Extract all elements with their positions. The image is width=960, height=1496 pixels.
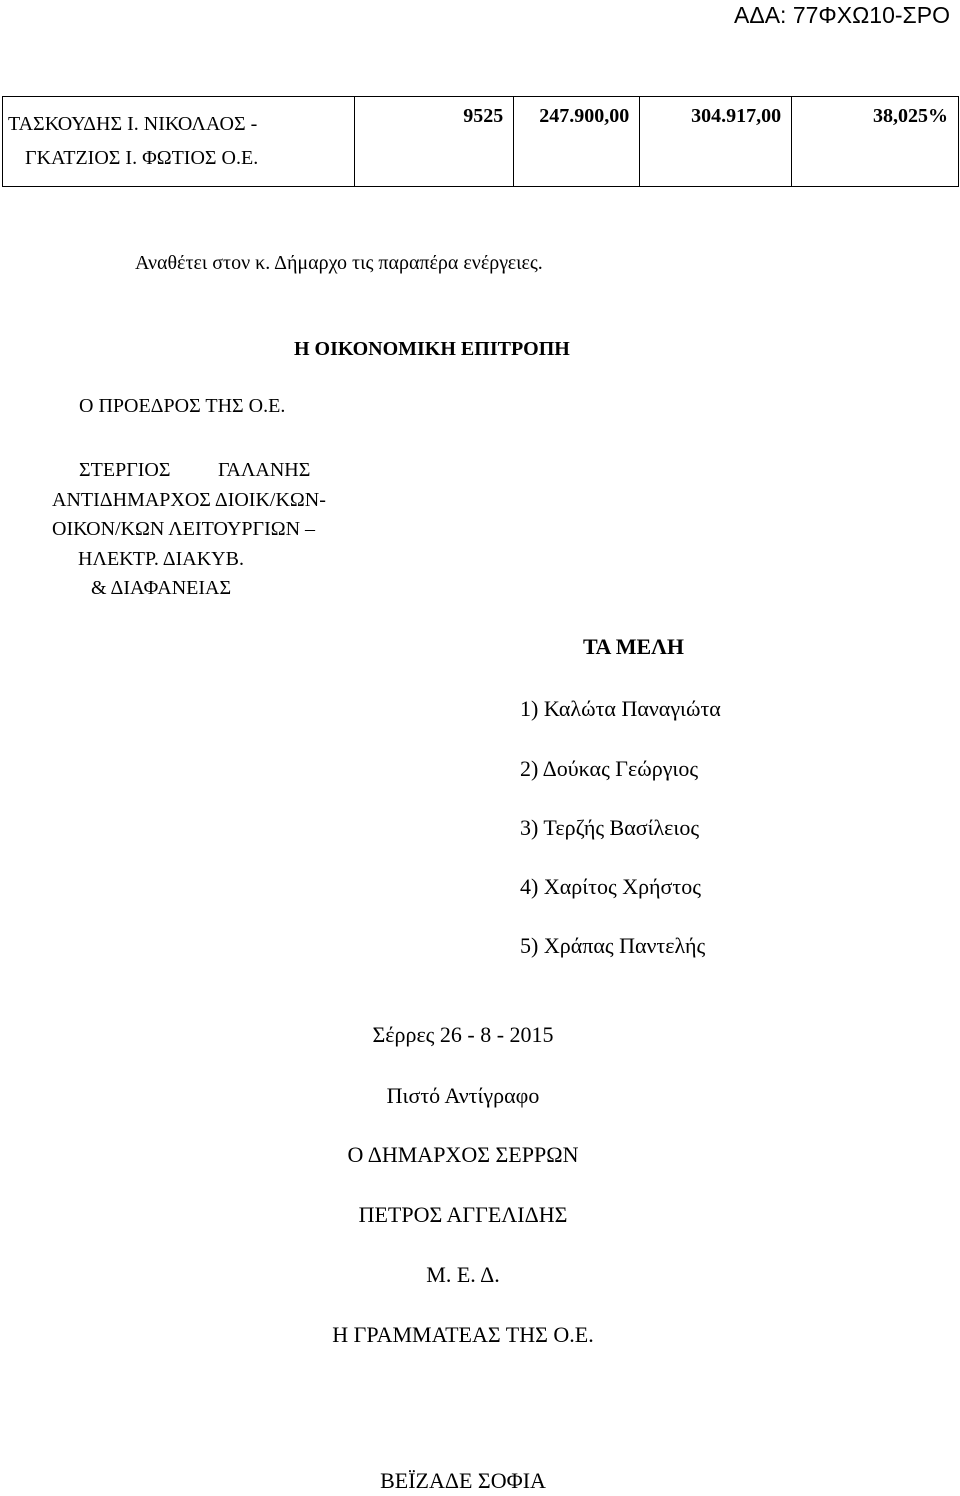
bidder-name-line2: ΓΚΑΤΖΙΟΣ Ι. ΦΩΤΙΟΣ Ο.Ε. [25,147,259,169]
bidder-name-line1: ΤΑΣΚΟΥΔΗΣ Ι. ΝΙΚΟΛΑΟΣ - [8,113,258,135]
signature-abbrev: Μ. Ε. Δ. [426,1262,500,1287]
committee-title: Η ΟΙΚΟΝΟΜΙΚΗ ΕΠΙΤΡΟΠΗ [294,338,570,360]
president-label: Ο ΠΡΟΕΔΡΟΣ ΤΗΣ Ο.Ε. [79,395,286,417]
members-title: ΤΑ ΜΕΛΗ [583,634,685,659]
list-item: 2) Δούκας Γεώργιος [520,756,699,781]
assignment-text: Αναθέτει στον κ. Δήμαρχο τις παραπέρα ενέργειες. [135,252,543,274]
secretary-title: Η ΓΡΑΜΜΑΤΕΑΣ ΤΗΣ Ο.Ε. [332,1322,594,1347]
president-role-line3: ΗΛΕΚΤΡ. ΔΙΑΚΥΒ. [78,548,244,570]
table-row [3,97,959,187]
list-item: 3) Τερζής Βασίλειος [520,815,700,840]
secretary-name: ΒΕΪΖΑΔΕ ΣΟΦΙΑ [380,1468,546,1493]
certified-copy: Πιστό Αντίγραφο [386,1083,540,1108]
president-role-line1: ΑΝΤΙΔΗΜΑΡΧΟΣ ΔΙΟΙΚ/ΚΩΝ- [52,489,326,511]
bid-percentage-cell: 38,025% [792,97,959,187]
ada-code: ΑΔΑ: 77ΦΧΩ10-ΣΡΟ [734,2,950,28]
bid-amount-2-cell: 304.917,00 [640,97,792,187]
mayor-name: ΠΕΤΡΟΣ ΑΓΓΕΛΙΔΗΣ [358,1202,568,1227]
list-item: 5) Χράπας Παντελής [520,933,706,958]
mayor-title: Ο ΔΗΜΑΡΧΟΣ ΣΕΡΡΩΝ [347,1142,579,1167]
list-item: 1) Καλώτα Παναγιώτα [520,696,721,721]
president-first-name: ΣΤΕΡΓΙΟΣ [79,459,171,481]
bid-code-cell: 9525 [354,97,514,187]
bidder-name-cell [3,97,355,187]
bid-amount-1-cell: 247.900,00 [514,97,640,187]
list-item: 4) Χαρίτος Χρήστος [520,874,701,899]
president-last-name: ΓΑΛΑΝΗΣ [218,459,311,481]
bid-table [2,96,959,187]
place-date: Σέρρες 26 - 8 - 2015 [372,1022,554,1047]
president-role-line2: ΟΙΚΟΝ/ΚΩΝ ΛΕΙΤΟΥΡΓΙΩΝ – [52,518,316,540]
president-role-line4: & ΔΙΑΦΑΝΕΙΑΣ [91,577,232,599]
